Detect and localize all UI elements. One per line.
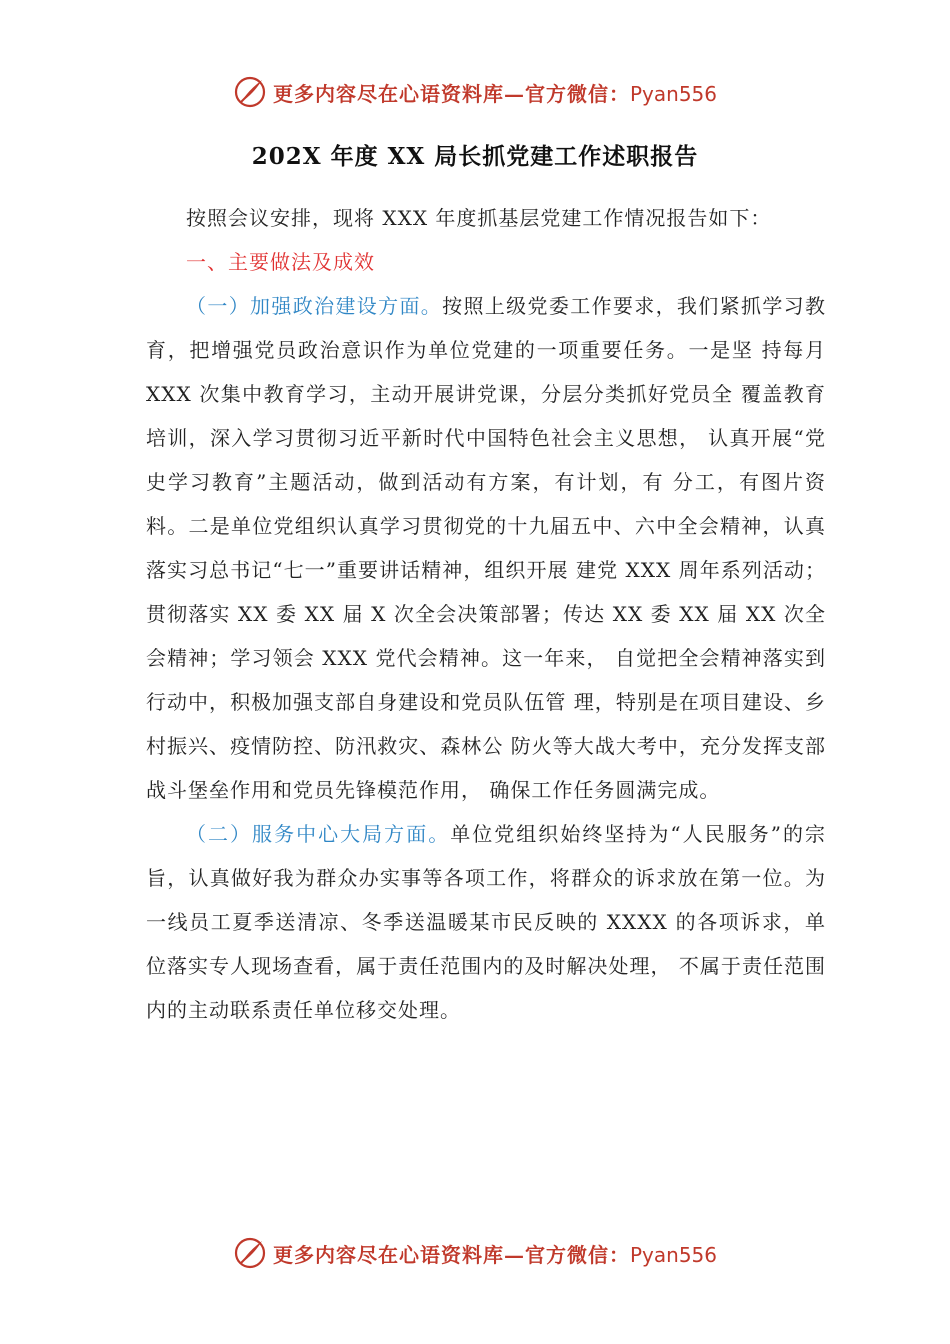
watermark-id: Pyan556 (629, 81, 717, 106)
intro-paragraph: 按照会议安排，现将 XXX 年度抓基层党建工作情况报告如下： (186, 206, 772, 230)
paragraph-political-building (146, 284, 826, 812)
sub-heading-service: （二）服务中心大局方面。 (186, 822, 451, 846)
quill-logo-icon (233, 75, 267, 109)
watermark-text: 更多内容尽在心语资料库—官方微信：Pyan556 (272, 81, 717, 106)
quill-logo-icon (233, 1236, 267, 1270)
document-title: 202X 年度 XX 局长抓党建工作述职报告 (251, 143, 699, 170)
service-body-text: 单位党组织始终坚持为“人民服务”的宗旨，认真做好我为群众办实事等各项工作，将群众的诉求放在第一位。为一线员工夏季送清凉、冬季送温暖某市民反映的 XXXX 的各项诉求，单位落实专人现场查看，属于责任范围内的及时解决处理， 不属于责任范围内的主动联系责任单位移交处理。 (146, 822, 827, 1022)
watermark-id: Pyan556 (629, 1242, 717, 1267)
paragraph-service-center (146, 812, 826, 1032)
watermark-footer (0, 1233, 950, 1273)
document-body (146, 196, 826, 1032)
political-body-text: 按照上级党委工作要求，我们紧抓学习教育，把增强党员政治意识作为单位党建的一项重要任务。一是坚 持每月 XXX 次集中教育学习，主动开展讲党课，分层分类抓好党员全 覆盖教育培训，深入学习贯彻习近平新时代中国特色社会主义思想， 认真开展“党史学习教育”主题活动，做到活动有方案，有计划，有 分工，有图片资料。二是单位党组织认真学习贯彻党的十九届五中、六中全会精神，认真落实习总书记“七一”重要讲话精神，组织开展 建党 XXX 周年系列活动；贯彻落实 XX 委 XX 届 X 次全会决策部署；传达 XX 委 XX 届 XX 次全会精神；学习领会 XXX 党代会精神。这一年来， 自觉把全会精神落实到行动中，积极加强支部自身建设和党员队伍管 理，特别是在项目建设、乡村振兴、疫情防控、防汛救灾、森林公 防火等大战大考中，充分发挥支部战斗堡垒作用和党员先锋模范作用， 确保工作任务圆满完成。 (146, 294, 827, 802)
sub-heading-political: （一）加强政治建设方面。 (186, 294, 443, 318)
watermark-header (0, 72, 950, 112)
section-heading: 一、主要做法及成效 (186, 250, 375, 274)
watermark-text: 更多内容尽在心语资料库—官方微信：Pyan556 (272, 1242, 717, 1267)
